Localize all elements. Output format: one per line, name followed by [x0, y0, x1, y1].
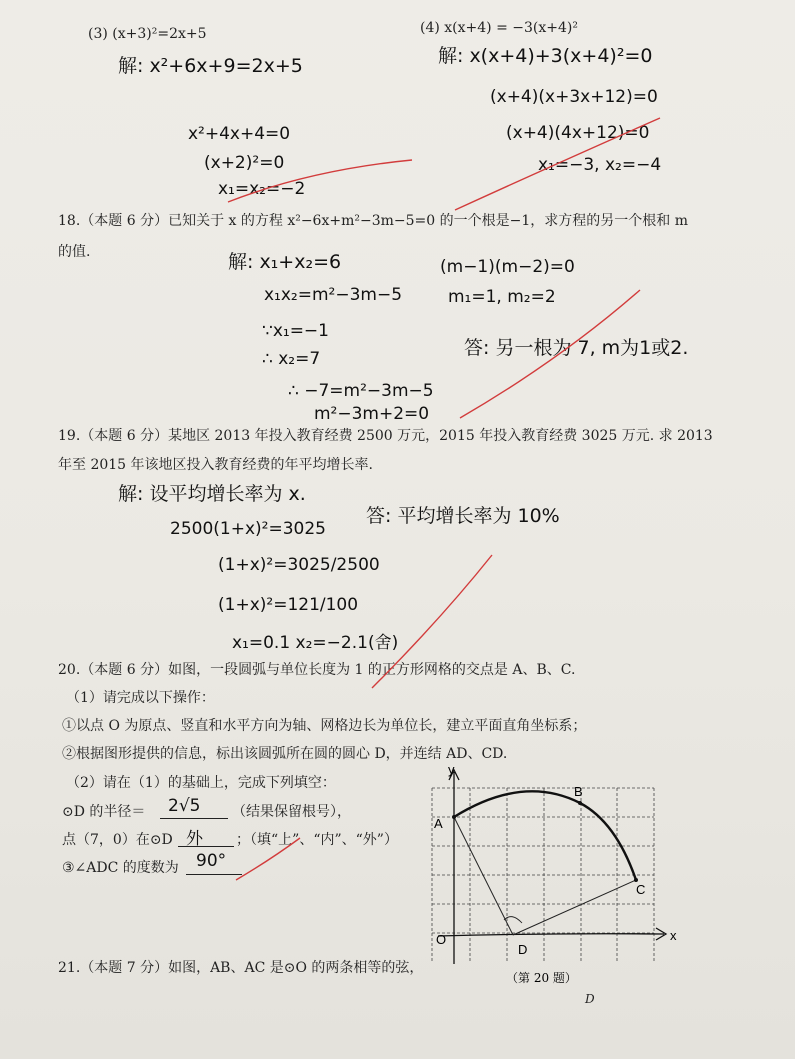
q21-figure-letter: D — [585, 992, 595, 1006]
q18-sol-line5: ∴ −7=m²−3m−5 — [288, 381, 434, 401]
q17-sol3-line3: (x+2)²=0 — [204, 153, 285, 173]
q19-sol-line3: (1+x)²=3025/2500 — [218, 555, 380, 575]
label-y: y — [448, 762, 455, 777]
q17-part3: (3) (x+3)²=2x+5 — [88, 26, 207, 42]
q20-blank1-label: ⊙D 的半径＝ — [62, 804, 146, 820]
label-O: O — [436, 932, 447, 947]
check-mark-q17-4 — [455, 118, 660, 210]
q19-sol-line4: (1+x)²=121/100 — [218, 595, 359, 615]
q19-sol-line1: 解: 设平均增长率为 x. — [118, 483, 306, 505]
q19-answer: 答: 平均增长率为 10% — [366, 505, 560, 527]
check-mark-q19 — [372, 555, 492, 688]
q20-op2: ②根据图形提供的信息，标出该圆弧所在圆的圆心 D，并连结 AD、CD. — [62, 746, 508, 762]
q17-sol4-line3: (x+4)(4x+12)=0 — [506, 123, 650, 143]
label-A: A — [434, 816, 443, 831]
q20-blank3-label: ③∠ADC 的度数为 — [62, 860, 179, 876]
q20-blank1-note: （结果保留根号）， — [232, 804, 351, 820]
q19-text-line2: 年至 2015 年该地区投入教育经费的年平均增长率. — [58, 457, 373, 473]
q18-sol-line2: x₁x₂=m²−3m−5 — [264, 285, 403, 305]
q18-sol-line4: ∴ x₂=7 — [262, 349, 321, 369]
q18-sol-line1: 解: x₁+x₂=6 — [228, 251, 342, 273]
q19-sol-line2: 2500(1+x)²=3025 — [170, 519, 326, 539]
q18-sol-line3: ∵x₁=−1 — [262, 321, 329, 341]
q17-part4: (4) x(x+4) = −3(x+4)² — [420, 20, 578, 36]
q20-text-line1: 20.（本题 6 分）如图，一段圆弧与单位长度为 1 的正方形网格的交点是 A、B、C. — [58, 662, 576, 678]
q17-sol3-line4: x₁=x₂=−2 — [218, 179, 306, 199]
q18-answer: 答: 另一根为 7, m为1或2. — [464, 337, 689, 359]
q17-sol4-line4: x₁=−3, x₂=−4 — [538, 155, 662, 175]
label-B: B — [574, 784, 583, 799]
q20-sub2: （2）请在（1）的基础上，完成下列填空： — [66, 775, 336, 791]
q17-sol3-line1: 解: x²+6x+9=2x+5 — [118, 55, 303, 77]
q17-sol3-line2: x²+4x+4=0 — [188, 124, 291, 144]
label-D: D — [518, 942, 528, 957]
q18-sol-right2: m₁=1, m₂=2 — [448, 287, 556, 307]
q17-sol4-line1: 解: x(x+4)+3(x+4)²=0 — [438, 45, 653, 67]
q21-text-line1: 21.（本题 7 分）如图，AB、AC 是⊙O 的两条相等的弦， — [58, 960, 424, 976]
q18-text-line2: 的值. — [58, 244, 91, 260]
q20-blank1-answer: 2√5 — [168, 796, 201, 816]
q20-op1: ①以点 O 为原点、竖直和水平方向为轴、网格边长为单位长，建立平面直角坐标系； — [62, 718, 587, 734]
q18-sol-right1: (m−1)(m−2)=0 — [440, 257, 575, 277]
label-C: C — [636, 882, 646, 897]
label-x: x — [670, 928, 677, 943]
q18-text-line1: 18.（本题 6 分）已知关于 x 的方程 x²−6x+m²−3m−5=0 的一个根是−1，求方程的另一个根和 m — [58, 213, 688, 229]
check-mark-q20 — [236, 838, 300, 880]
check-mark-q17-3 — [228, 160, 412, 202]
q19-text-line1: 19.（本题 6 分）某地区 2013 年投入教育经费 2500 万元，2015 年投入教育经费 3025 万元. 求 2013 — [58, 428, 713, 444]
q20-blank2-note: ；（填“上”、“内”、“外”） — [236, 832, 398, 848]
q20-blank3-answer: 90° — [196, 851, 227, 871]
figure-caption: （第 20 题） — [506, 971, 577, 985]
q19-sol-line5: x₁=0.1 x₂=−2.1(舍) — [232, 633, 399, 653]
q20-sub1: （1）请完成以下操作： — [66, 690, 215, 706]
q20-blank2-label: 点（7，0）在⊙D — [62, 832, 173, 848]
q20-blank2-answer: 外 — [186, 829, 203, 849]
q17-sol4-line2: (x+4)(x+3x+12)=0 — [490, 87, 658, 107]
check-mark-q18 — [460, 290, 640, 418]
q18-sol-line6: m²−3m+2=0 — [314, 404, 430, 424]
